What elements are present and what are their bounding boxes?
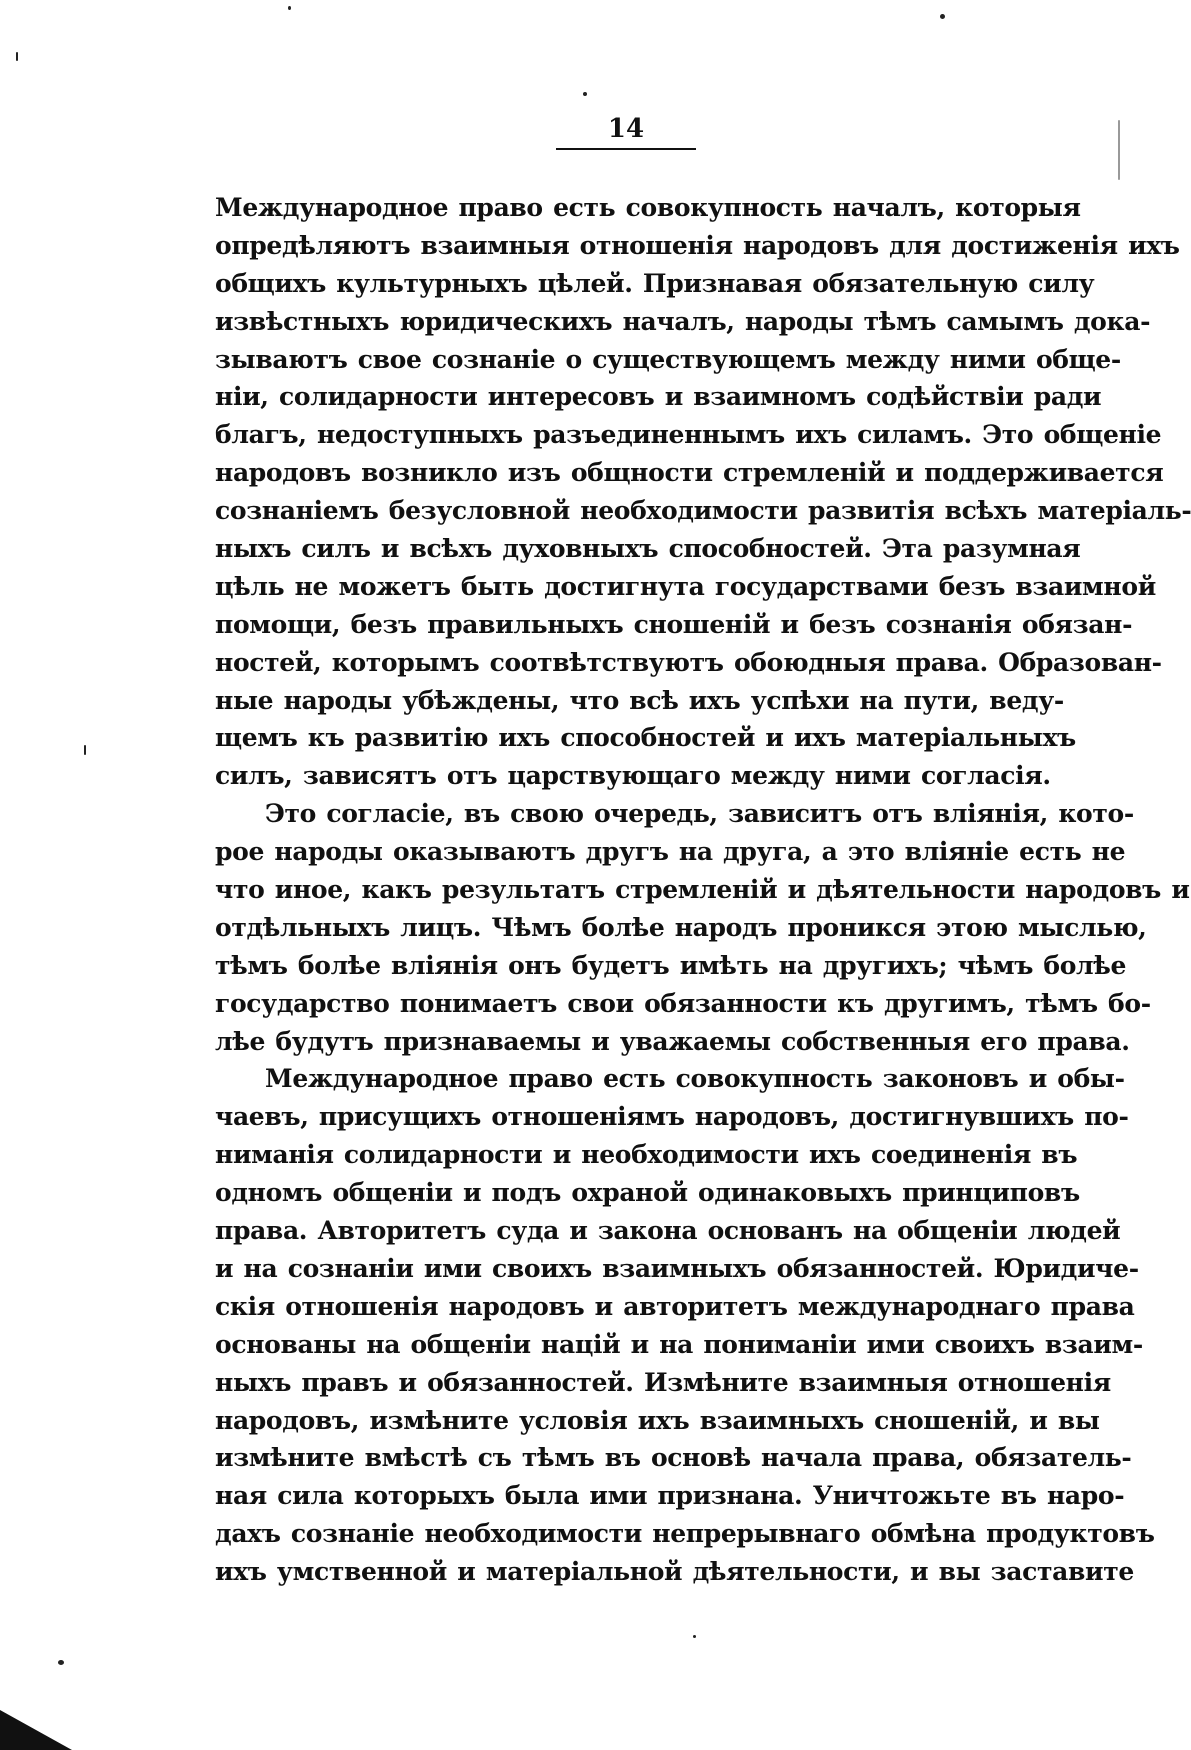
text-line: отдѣльныхъ лицъ. Чѣмъ болѣе народъ проникся этою мыслью,	[215, 912, 1147, 942]
text-line: ныхъ силъ и всѣхъ духовныхъ способностей. Эта разумная	[215, 534, 1081, 564]
text-line: Международное право есть совокупность законовъ и обы-	[265, 1064, 1125, 1094]
text-line: дахъ сознаніе необходимости непрерывнаго обмѣна продуктовъ	[215, 1519, 1155, 1549]
text-line: Это согласіе, въ свою очередь, зависитъ отъ вліянія, кото-	[265, 799, 1134, 829]
text-line: измѣните вмѣстѣ съ тѣмъ въ основѣ начала права, обязатель-	[215, 1443, 1132, 1473]
text-line: общихъ культурныхъ цѣлей. Признавая обязательную силу	[215, 268, 1095, 298]
text-line: зываютъ свое сознаніе о существующемъ между ними обще-	[215, 344, 1121, 374]
text-line: Международное право есть совокупность началъ, которыя	[215, 193, 1081, 222]
text-line: ихъ умственной и матеріальной дѣятельности, и вы заставите	[215, 1557, 1134, 1587]
text-line: основаны на общеніи націй и на пониманіи ими своихъ взаим-	[215, 1329, 1143, 1359]
text-line: лѣе будутъ признаваемы и уважаемы собственныя его права.	[215, 1026, 1130, 1056]
text-line: права. Авторитетъ суда и закона основанъ на общеніи людей	[215, 1216, 1121, 1246]
text-line: ные народы убѣждены, что всѣ ихъ успѣхи на пути, веду-	[215, 685, 1064, 715]
text-line: щемъ къ развитію ихъ способностей и ихъ матеріальныхъ	[215, 723, 1076, 753]
text-line: рое народы оказываютъ другъ на друга, а это вліяніе есть не	[215, 837, 1126, 867]
text-line: сознаніемъ безусловной необходимости развитія всѣхъ матеріаль-	[215, 496, 1191, 526]
scan-speck	[84, 745, 86, 755]
text-line: силъ, зависятъ отъ царствующаго между ними согласія.	[215, 761, 1051, 791]
scan-speck	[58, 1660, 64, 1665]
scan-corner-mark	[0, 1710, 72, 1750]
scan-speck	[288, 6, 291, 10]
text-line: опредѣляютъ взаимныя отношенія народовъ для достиженія ихъ	[215, 230, 1180, 260]
text-line: государство понимаетъ свои обязанности къ другимъ, тѣмъ бо-	[215, 988, 1151, 1018]
page-number: 14	[607, 114, 645, 144]
scan-speck	[693, 1635, 696, 1638]
text-line: народовъ возникло изъ общности стремленій и поддерживается	[215, 458, 1164, 488]
body-text	[215, 189, 1191, 1591]
text-line: и на сознаніи ими своихъ взаимныхъ обязанностей. Юридиче-	[215, 1253, 1139, 1283]
text-line: народовъ, измѣните условія ихъ взаимныхъ сношеній, и вы	[215, 1405, 1100, 1435]
scan-speck	[16, 52, 18, 61]
text-line: чаевъ, присущихъ отношеніямъ народовъ, достигнувшихъ по-	[215, 1102, 1129, 1132]
text-line: ніи, солидарности интересовъ и взаимномъ содѣйствіи ради	[215, 382, 1102, 412]
scan-speck	[940, 14, 945, 19]
text-line: что иное, какъ результатъ стремленій и дѣятельности народовъ и	[215, 875, 1190, 905]
text-line: цѣль не можетъ быть достигнута государствами безъ взаимной	[215, 571, 1156, 601]
page-number-rule	[556, 148, 696, 150]
text-line: одномъ общеніи и подъ охраной одинаковыхъ принциповъ	[215, 1178, 1080, 1208]
text-line: ностей, которымъ соотвѣтствуютъ обоюдныя права. Образован-	[215, 647, 1162, 677]
scan-speck	[1118, 120, 1120, 180]
text-line: ная сила которыхъ была ими признана. Уничтожьте въ наро-	[215, 1481, 1125, 1511]
text-line: благъ, недоступныхъ разъединеннымъ ихъ силамъ. Это общеніе	[215, 420, 1162, 450]
scan-speck	[583, 92, 587, 96]
text-line: скія отношенія народовъ и авторитетъ международнаго права	[215, 1291, 1135, 1321]
text-line: помощи, безъ правильныхъ сношеній и безъ сознанія обязан-	[215, 609, 1133, 639]
text-line: извѣстныхъ юридическихъ началъ, народы тѣмъ самымъ дока-	[215, 306, 1151, 336]
text-line: тѣмъ болѣе вліянія онъ будетъ имѣть на другихъ; чѣмъ болѣе	[215, 950, 1127, 980]
text-line: ниманія солидарности и необходимости ихъ соединенія въ	[215, 1140, 1078, 1170]
text-line: ныхъ правъ и обязанностей. Измѣните взаимныя отношенія	[215, 1367, 1111, 1397]
